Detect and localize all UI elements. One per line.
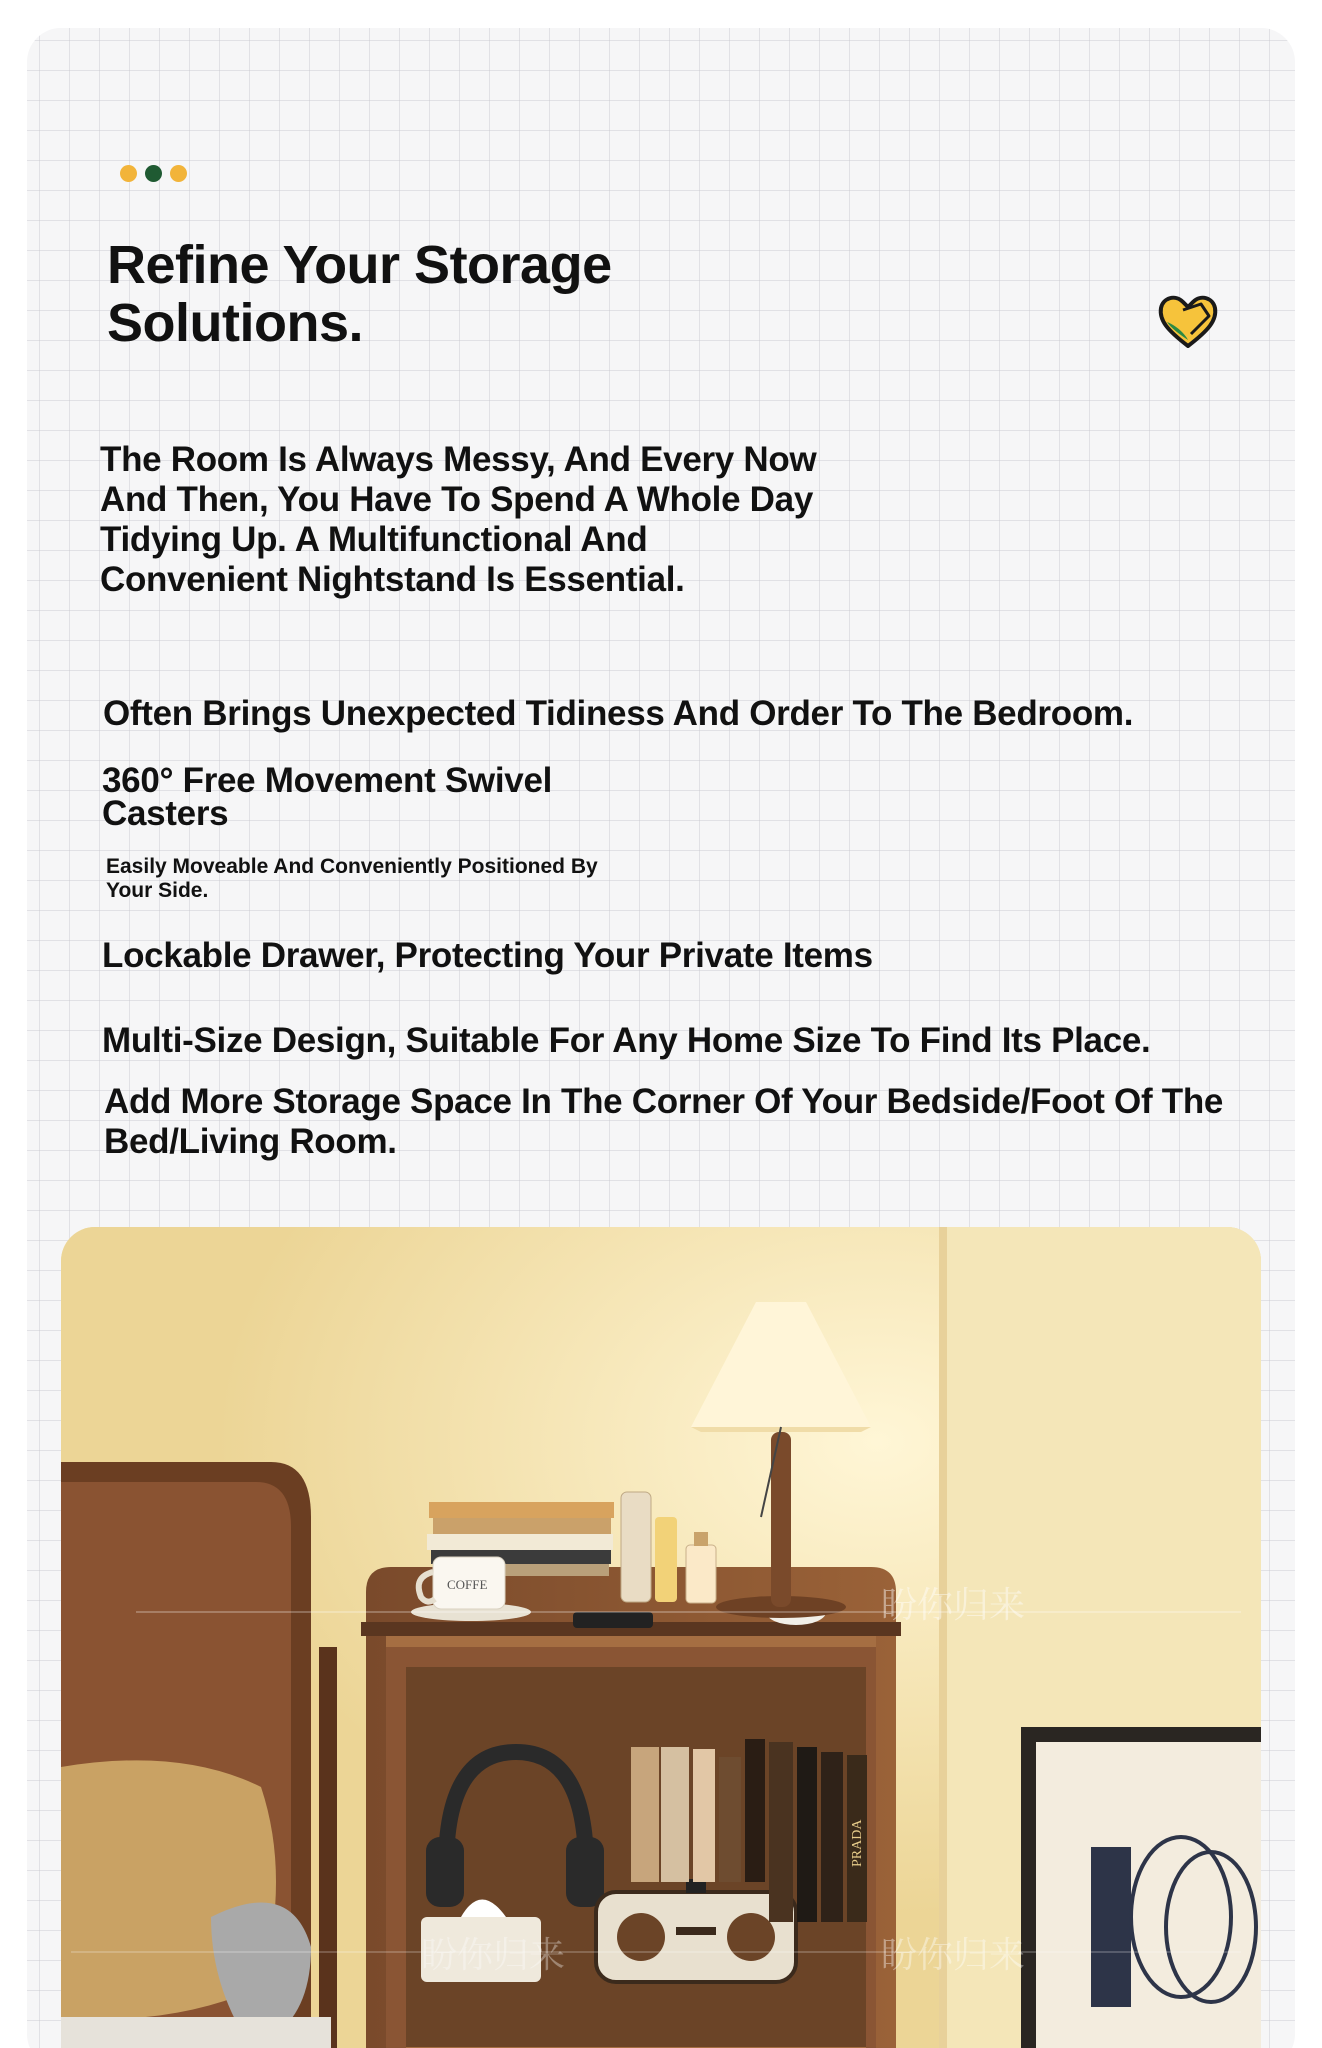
dot-green-middle xyxy=(145,165,162,182)
multi-size-line: Multi-Size Design, Suitable For Any Home Size To Find Its Place. xyxy=(102,1021,1151,1060)
phone xyxy=(573,1612,653,1628)
casters-feature-description: Easily Moveable And Conveniently Positioned By Your Side. xyxy=(106,855,598,902)
heart-tag-icon xyxy=(1155,290,1221,352)
tidiness-line: Often Brings Unexpected Tidiness And Order To The Bedroom. xyxy=(103,694,1134,733)
watermark-left: 盼你归来 xyxy=(421,1935,566,1976)
watermark-top: 盼你归来 xyxy=(881,1585,1026,1626)
intro-paragraph: The Room Is Always Messy, And Every Now And Then, You Have To Spend A Whole Day Tidying Up. A Multifunctional And Convenient Nightstand Is Essential. xyxy=(100,440,817,599)
lockable-drawer-line: Lockable Drawer, Protecting Your Private Items xyxy=(102,936,873,975)
decorative-dots xyxy=(120,165,187,182)
product-photo xyxy=(61,1227,1261,2048)
nightstand-illustration xyxy=(61,1227,1261,2048)
page-title: Refine Your Storage Solutions. xyxy=(107,235,612,353)
watermark-right: 盼你归来 xyxy=(881,1935,1026,1976)
casters-feature-title: 360° Free Movement Swivel Casters xyxy=(102,761,553,833)
prada-book-spine: PRADA xyxy=(850,1819,865,1867)
framed-artwork xyxy=(1021,1727,1261,2048)
radio-speaker xyxy=(596,1879,796,1982)
content-card xyxy=(27,28,1295,2048)
storage-space-line: Add More Storage Space In The Corner Of Your Bedside/Foot Of The Bed/Living Room. xyxy=(104,1082,1224,1161)
mug-label: COFFE xyxy=(447,1577,488,1592)
dot-yellow-right xyxy=(170,165,187,182)
dot-yellow-left xyxy=(120,165,137,182)
